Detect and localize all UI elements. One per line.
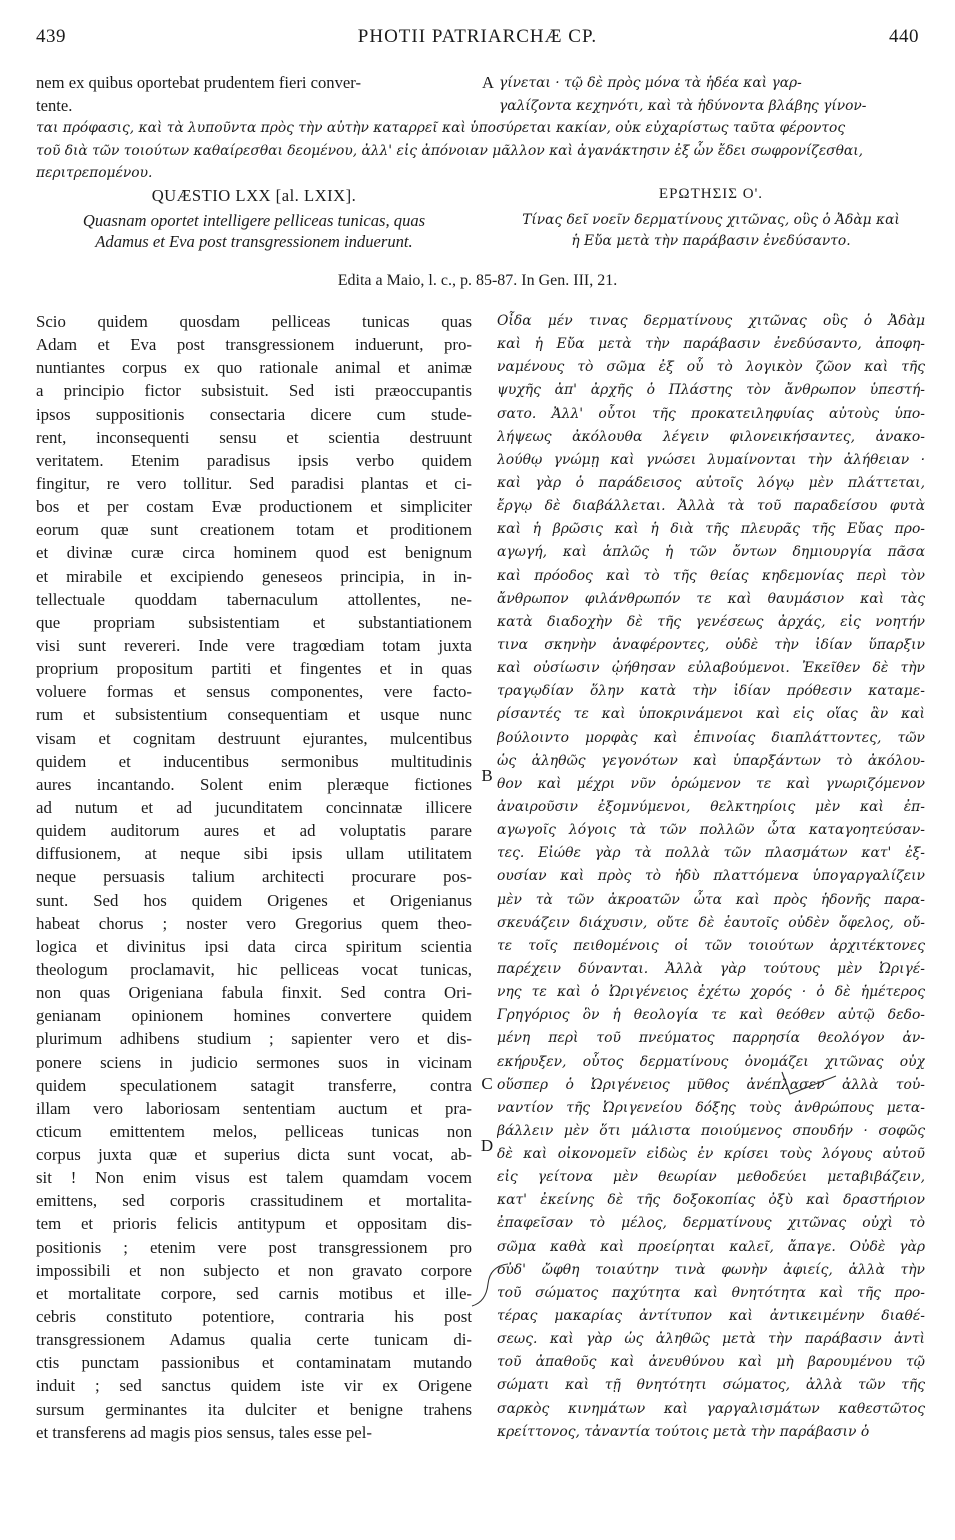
greek-text-line: παρέχειν δύνανται. Ἀλλὰ γὰρ τούτους μὲν Ὠριγέ-: [497, 960, 925, 977]
greek-text-line: καὶ οὐσίωσιν ᾠήθησαν εὐλαβούμενοι. Ἐκεῖθεν δὲ τὴν: [497, 660, 925, 677]
greek-text-line: ουσίαν καὶ πρὸς τὸ ἡδὺ πλαττόμενα ὑπογαργαλίζειν: [497, 868, 925, 885]
greek-text-line: ἐπαφεῖσαν τὸ μέλος, δερματίνους χιτῶνας οὐχὶ τὸ: [497, 1215, 925, 1232]
latin-text-line: nuntiantes corpus ex quo rationale animal et animæ: [36, 358, 472, 378]
greek-text-line: οὐδ' ὤφθη τοιαύτην τινὰ φωνὴν ἀφιείς, ἀλλὰ τὴν: [497, 1261, 925, 1278]
question-latin-line: Quasnam oportet intelligere pelliceas tunicas, quas: [82, 211, 426, 230]
latin-text-line: diffusionem, at neque sibi ipsis ullam utilitatem: [36, 844, 472, 864]
latin-text-line: ponere sciens in judicio sermones suos in vicinam: [36, 1052, 472, 1072]
latin-text-line: et mirabile et excipiendo geneseos principia, in in-: [36, 566, 472, 586]
running-head: [36, 26, 919, 52]
latin-text-line: rent, inconsequenti sensu et scientia destruunt: [36, 427, 472, 447]
greek-text-line: σκευάζειν διάχυσιν, οὔτε δὲ ἑαυτοῖς οὐδὲν ὄφελος, οὔ-: [497, 914, 925, 931]
greek-text-line: λούθῳ γνώμῃ καὶ γνώσει λυμαίνονται τὴν ἀλήθειαν ·: [497, 451, 925, 468]
question-latin: [36, 210, 472, 252]
greek-text-line: ἀναιροῦσιν ἐξομνύμενοι, θελκτηρίοις μὲν καὶ ἐπ-: [497, 798, 925, 815]
latin-text-line: induit ; sed sanctus quidem iste vir ex Origene: [36, 1376, 472, 1396]
latin-text-line: a principio fictor subsistuit. Sed isti præoccupantis: [36, 381, 472, 401]
greek-text-line: τε τοῖς πειθομένοις οἱ τῶν τοιούτων ἀρχιτέκτονες: [497, 937, 925, 954]
latin-text-line: Scio quidem quosdam pelliceas tunicas quas: [36, 312, 472, 331]
latin-text-line: sursum germinantes ita dulciter et benigne trahens: [36, 1399, 472, 1419]
greek-text-line: τοῦ σώματος παχύτητα καὶ θνητότητα καὶ τῆς προ-: [497, 1284, 925, 1301]
greek-text-line: σεως. καὶ γὰρ ὡς ἀληθῶς μετὰ τὴν παράβασιν ἀντὶ: [497, 1331, 925, 1348]
latin-text-line: tem et prioris felicis antitypum et oppositam dis-: [36, 1214, 472, 1234]
latin-text-line: Adam et Eva post transgressionem induerunt, pro-: [36, 335, 472, 355]
edition-note: Edita a Maio, l. c., p. 85-87. In Gen. III, 21.: [337, 272, 618, 289]
latin-text-line: fingitur, re vero tollitur. Sed paradisi plantas et ci-: [36, 473, 472, 493]
latin-text-line: sunt. Sed hos quidem Origenes et Origenianus: [36, 890, 472, 910]
greek-text-line: καὶ ἡ Εὔα μετὰ τὴν παράβασιν ἐνεδύσαντο, ἀποφη-: [497, 336, 925, 353]
latin-text-line: cticum emittentem melos, pelliceas tunicas non: [36, 1121, 472, 1141]
margin-marker-d: D: [480, 1136, 494, 1155]
greek-text-line: τραγῳδίαν ὅλην κατὰ τὴν ἰδίαν πρόθεσιν καταμε-: [497, 683, 925, 700]
greek-text-line: εκήρυξεν, οὗτος δερματίνους ὀνομάζει χιτῶνας οὐχ: [497, 1053, 925, 1070]
greek-text-line: κατὰ διαδοχὴν δὲ τῆς γενέσεως ἀρχάς, εἰς νοητήν: [497, 613, 925, 630]
greek-text-line: ψυχῆς ἀπ' ἀρχῆς ὁ Πλάστης τὸν ἄνθρωπον ὑπεστή-: [497, 382, 925, 399]
question-latin-line: Adamus et Eva post transgressionem induerunt.: [95, 232, 413, 251]
latin-text-line: eorum quæ sunt creationem totam et proditionem: [36, 520, 472, 540]
latin-column: [36, 310, 472, 1444]
question-greek-line: ἡ Εὔα μετὰ τὴν παράβασιν ἐνεδύσαντο.: [571, 233, 851, 249]
greek-text-line: αγωγοῖς λόγοις τὰ τῶν πολλῶν ὦτα καταγοητεύσαν-: [497, 822, 925, 839]
greek-text-line: τινα σκηνὴν ἀναφέροντες, οὐδὲ τὴν ἰδίαν ὕπαρξιν: [497, 636, 925, 653]
margin-marker-b: B: [481, 766, 493, 785]
margin-marker-c: C: [481, 1074, 493, 1093]
quaestio-heading-greek: ΕΡΩΤΗΣΙΣ Ο'.: [658, 186, 764, 202]
page-number-right: 440: [888, 26, 919, 47]
latin-text-line: voluere formas et sensus componentes, vere facto-: [36, 682, 472, 702]
greek-text-line: Οἶδα μέν τινας δερματίνους χιτῶνας οὓς ὁ Ἀδὰμ: [497, 313, 925, 329]
latin-text-line: tellectuale quoddam tabernaculum attollentes, ne-: [36, 589, 472, 609]
latin-text-line: neque persuasis talium architecti procurare pos-: [36, 867, 472, 887]
latin-text-line: et divinæ curæ circa hominem quod est benignum: [36, 543, 472, 563]
greek-column: [497, 310, 925, 1444]
greek-text-line: βάλλειν μὲν ὅτι μάλιστα ποιούμενος σπουδήν · σοφῶς: [497, 1122, 925, 1139]
greek-text-line: τες. Εἰώθε γὰρ τὰ πολλὰ τῶν πλασμάτων κατ' ἐξ-: [497, 845, 925, 862]
top-line-1-latin: nem ex quibus oportebat prudentem fieri conver-: [36, 73, 361, 92]
latin-text-line: plurimum adhibens studium ; sapienter vero et dis-: [36, 1029, 472, 1049]
greek-text-line: νης τε καὶ ὁ Ὠριγένειος ἐχέτω χορός · ὁ δὲ ἡμέτερος: [497, 984, 925, 1001]
latin-text-line: et mortalitate corpore, sed carnis motibus et ille-: [36, 1283, 472, 1303]
latin-text-line: theologum proclamavit, hic pelliceas vocat tunicas,: [36, 959, 472, 979]
top-continuation: [36, 72, 920, 185]
latin-text-line: illam vero laboriosam sententiam auctum et pra-: [36, 1098, 472, 1118]
latin-text-line: quidem et inducentibus sermonibus multitudinis: [36, 751, 472, 771]
greek-text-line: ὡς ἀληθῶς γεγονότων καὶ ὑπαρξάντων τὸ ἀκόλου-: [497, 752, 925, 769]
latin-text-line: logica et divinitus ipsi data circa spiritum scientia: [36, 936, 472, 956]
latin-text-line: transgressionem Adamus qualia certe tunicam di-: [36, 1330, 472, 1350]
latin-text-line: sit ! Non enim visus est talem quamdam vocem: [36, 1168, 472, 1188]
latin-text-line: visam et cognitam destruunt ejurantes, mulcentibus: [36, 728, 472, 748]
latin-text-line: aures incantando. Solent enim pleræque fictiones: [36, 774, 472, 794]
latin-text-line: rum et subsistentium consequentiam et usque nunc: [36, 705, 472, 725]
latin-text-line: impossibili et non subjecto et non gravato corpore: [36, 1260, 472, 1280]
greek-text-line: ναντίον τῆς Ὠριγενείου δόξης τοὺς ἀνθρώπους μετα-: [497, 1099, 925, 1116]
top-line-3: ται πρόφασις, καὶ τὰ λυποῦντα πρὸς τὴν αὐτὴν καταρρεῖ καὶ ὑποσύρεται κακίαν, οὐκ εὐχαρίστως ταῦτα φέροντος: [36, 120, 846, 136]
top-line-1-greek: γίνεται · τῷ δὲ πρὸς μόνα τὰ ἡδέα καὶ γαρ-: [499, 75, 802, 91]
greek-text-line: σαρκὸς κινημάτων καὶ γαργαλισμάτων καθεστῶτος: [497, 1400, 925, 1417]
question-greek-line: Τίνας δεῖ νοεῖν δερματίνους χιτῶνας, οὓς ὁ Ἀδὰμ καὶ: [522, 212, 900, 228]
latin-text-line: visi sunt revereri. Inde vere tragœdiam totam juxta: [36, 635, 472, 655]
greek-text-line: μὲν τὰ τῶν ἀκροατῶν ὦτα καὶ πρὸς ἡδονῆς παρα-: [497, 891, 925, 908]
margin-marker-a: A: [482, 73, 494, 92]
greek-text-line: δὲ καὶ οἰκονομεῖν εἰδὼς ἐν κρίσει τοὺς λόγους αὐτοῦ: [497, 1146, 925, 1163]
question-greek: [497, 210, 925, 252]
greek-text-line: εἰς γείτονα μὲν θεωρίαν μεθοδεύει μεταβιβάζειν,: [497, 1169, 925, 1186]
top-line-4: τοῦ διὰ τῶν τοιούτων καθαίρεσθαι δεομένου, ἀλλ' εἰς ἀπόνοιαν μᾶλλον καὶ ἀγανάκτησιν ἐξ ὧν ἔδει σωφρονίζεσθαι,: [36, 142, 863, 159]
latin-text-line: habeat chorus ; noster vero Gregorius quem theo-: [36, 913, 472, 933]
top-line-1: [36, 72, 920, 95]
latin-text-line: veritatem. Etenim paradisus ipsis verbo quidem: [36, 450, 472, 470]
latin-text-line: quidem auditorum aures et ad voluptatis parare: [36, 821, 472, 841]
latin-text-line: bos et per costam Evæ productionem et simpliciter: [36, 497, 472, 517]
greek-text-line: θον καὶ μέχρι νῦν ὁρώμενον τε καὶ γνωριζόμενον: [497, 775, 925, 792]
running-title: PHOTII PATRIARCHÆ CP.: [357, 26, 598, 47]
latin-text-line: positionis ; etenim vere post transgressionem pro: [36, 1237, 472, 1257]
latin-text-line: corpus juxta quæ et superius dicta sunt vocat, ab-: [36, 1145, 472, 1165]
greek-text-line: τοῦ ἀπαθοῦς καὶ ἀνευθύνου καὶ μὴ βαρουμένου τῷ: [497, 1354, 925, 1371]
latin-text-line: proprium propositum partiti et fingentes et in quas: [36, 659, 472, 679]
greek-text-line: καὶ πρόοδος καὶ τὸ τῆς θείας κηδεμονίας περὶ τὸν: [497, 567, 925, 584]
greek-text-line: βούλοιντο μορφὰς καὶ ἐπινοίας διαπλάττοντες, τῶν: [497, 729, 925, 746]
quaestio-heading-latin: QUÆSTIO LXX [al. LXIX].: [151, 186, 357, 205]
greek-text-line: σώματι καὶ τῇ θνητότητι σώματος, ἀλλὰ τῶν τῆς: [497, 1377, 925, 1394]
greek-text-line: ναμένους τὸ σῶμα ἐξ οὗ τὸ λογικὸν ζῶον καὶ τῆς: [497, 359, 925, 376]
latin-text-line: cebris constituto potentiore, contraria his post: [36, 1307, 472, 1327]
greek-text-line: κρείττονος, τἀναντία τούτοις μετὰ τὴν παράβασιν ὁ: [497, 1423, 870, 1440]
greek-text-line: αγωγή, καὶ ἁπλῶς ἡ τῶν ὄντων δημιουργία πᾶσα: [497, 544, 925, 561]
greek-text-line: ἄνθρωπον φιλάνθρωπόν τε καὶ θαυμάσιον καὶ τὰς: [497, 590, 925, 607]
greek-text-line: τέρας μακαρίας ἀντίτυπον καὶ ἀντικειμένην διαθέ-: [497, 1308, 925, 1325]
latin-text-line: ipsos suppositionis consectaria dicere cum stude-: [36, 404, 472, 424]
greek-text-line: ἔργῳ δὲ διαβάλλεται. Ἀλλὰ τὰ τοῦ παραδείσου φυτὰ: [497, 498, 925, 515]
greek-text-line: ρίσαντές τε καὶ ὑποκρινάμενοι καὶ εἰς οἵας ἂν καὶ: [497, 706, 925, 723]
greek-text-line: σῶμα καθὰ καὶ προείρηται καλεῖ, ἄπαγε. Οὐδὲ γὰρ: [497, 1238, 925, 1255]
latin-text-line: emittens, sed corporis crassitudinem et mortalita-: [36, 1191, 472, 1211]
latin-text-line: ad nutum et ad jucunditatem concinnatæ illicere: [36, 797, 472, 817]
greek-text-line: μένη περὶ τοῦ πνεύματος παρρησία θεολόγον ἀν-: [497, 1030, 925, 1047]
greek-text-line: λήψεως ἀκόλουθα λέγειν φιλονεικήσαντες, ἀνακο-: [497, 428, 925, 445]
latin-text-line: quidem speculationem satagit transferre, contra: [36, 1075, 472, 1095]
greek-text-line: Γρηγόριος ὃν ἡ θεολογία τε καὶ θεόθεν αὐτῷ δεδο-: [497, 1007, 925, 1024]
top-line-5: περιτρεπομένου.: [36, 165, 153, 181]
top-line-2-latin: tente.: [36, 95, 73, 115]
greek-text-line: καὶ γὰρ ὁ παράδεισος αὐτοῖς λόγῳ μὲν πλάττεται,: [497, 474, 925, 491]
latin-text-line: non quas Origeniana fabula finxit. Sed contra Ori-: [36, 983, 472, 1003]
latin-text-line: genianam opinionem homines convertere quidem: [36, 1006, 472, 1026]
latin-text-line: ctis punctam passionibus et contaminatam mutando: [36, 1353, 472, 1373]
greek-text-line: καὶ ἡ βρῶσις καὶ ἡ διὰ τῆς πλευρᾶς τῆς Εὔας προ-: [497, 521, 925, 538]
top-line-2-greek: γαλίζοντα κεχηνότι, καὶ τὰ ἡδύνοντα βλάβης γίνον-: [499, 97, 867, 114]
greek-text-line: κατ' ἐκείνης δὲ τῆς δοξοκοπίας ὀξὺ καὶ δραστήριον: [497, 1192, 925, 1209]
latin-text-line: que propriam subsistentiam et substantiationem: [36, 612, 472, 632]
greek-text-line: σατο. Ἀλλ' οὗτοι τῆς προκατειληφυίας αὐτοὺς ὑπο-: [497, 405, 925, 422]
greek-text-line: οὕσπερ ὁ Ὠριγένειος μῦθος ἀνέπλασεν ἀλλὰ τοὐ-: [497, 1076, 925, 1093]
top-line-2: [36, 95, 920, 118]
page-number-left: 439: [36, 26, 66, 47]
latin-text-line: et transferens ad magis pios sensus, tales esse pel-: [36, 1422, 373, 1442]
